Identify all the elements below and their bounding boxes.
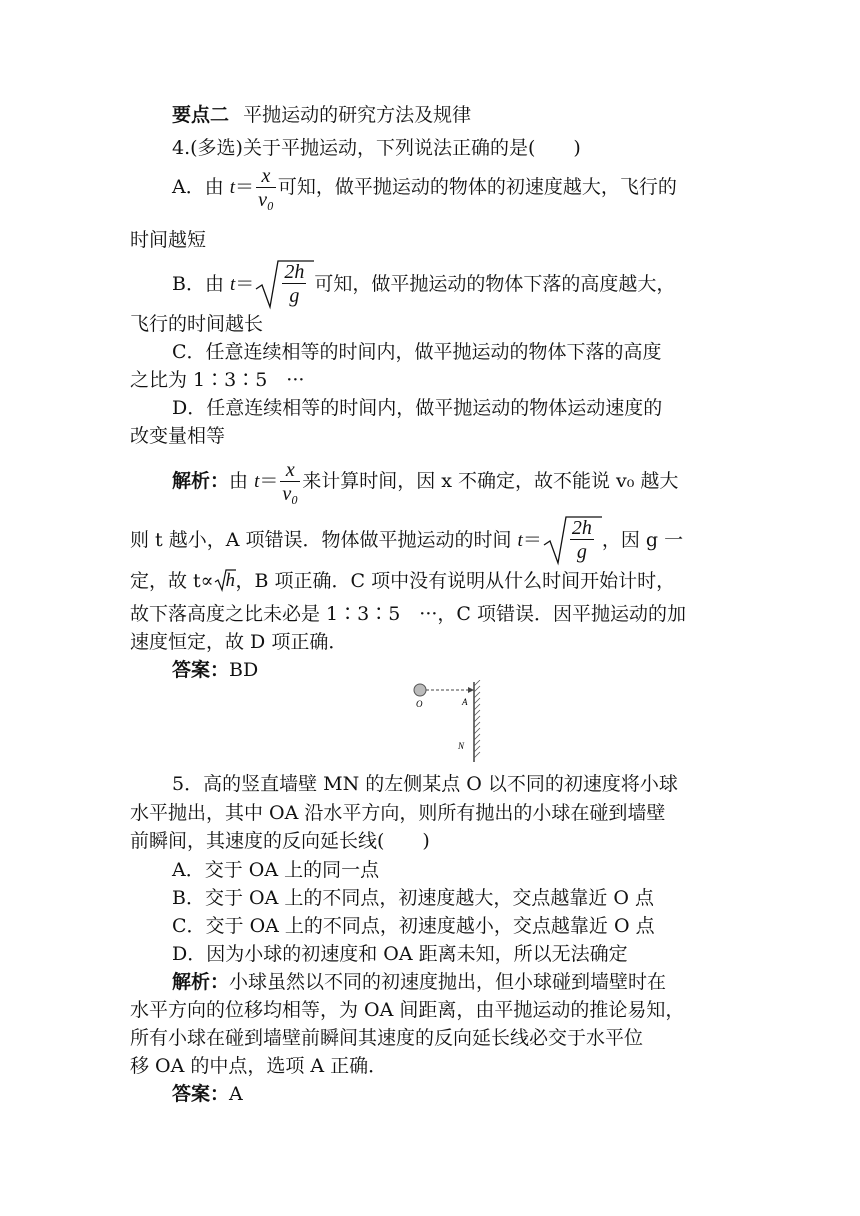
analysis-text: 则 t 越小，A 项错误．物体做平抛运动的时间 xyxy=(130,529,518,551)
analysis-text: 定，故 t∝ xyxy=(130,570,214,592)
option-b-equals: ＝ xyxy=(235,273,255,295)
fraction-denominator: v₀ xyxy=(282,482,299,505)
q4-analysis-line1 xyxy=(172,456,678,507)
section-heading xyxy=(172,102,471,128)
fraction-numerator: x xyxy=(261,164,271,187)
analysis-equals: ＝ xyxy=(522,529,542,551)
fraction-numerator: x xyxy=(285,458,295,481)
q4-stem: 4.(多选)关于平抛运动，下列说法正确的是( ) xyxy=(172,137,581,159)
q4-option-d-line2: 改变量相等 xyxy=(130,425,226,447)
fraction-x-over-v0 xyxy=(256,165,276,212)
analysis-prefix: 由 xyxy=(229,470,255,492)
section-title: 要点二 xyxy=(172,104,230,126)
fraction-denominator: g xyxy=(576,541,587,563)
option-a-prefix: A．由 xyxy=(172,176,230,198)
analysis-var-t: t xyxy=(254,471,260,492)
q4-option-a xyxy=(172,162,677,213)
q4-option-c-line2: 之比为 1∶3∶5 ··· xyxy=(130,369,305,391)
answer-value: BD xyxy=(229,659,259,681)
arrow-head-icon xyxy=(468,687,474,693)
q5-analysis-line3: 所有小球在碰到墙壁前瞬间其速度的反向延长线必交于水平位 xyxy=(130,1027,644,1049)
option-b-text: 可知，做平抛运动的物体下落的高度越大， xyxy=(314,273,676,295)
fraction-numerator: 2h xyxy=(571,517,592,539)
q5-option-b: B．交于 OA 上的不同点，初速度越大，交点越靠近 O 点 xyxy=(172,887,654,909)
sqrt-2h-over-g xyxy=(254,259,314,311)
answer-value: A xyxy=(229,1083,243,1105)
figure-label-a: A xyxy=(462,697,468,707)
analysis-text: ，因 g 一 xyxy=(601,529,684,551)
analysis-text: ，B 项正确．C 项中没有说明从什么时间开始计时， xyxy=(235,570,676,592)
q5-analysis-line4: 移 OA 的中点，选项 A 正确． xyxy=(130,1055,388,1077)
analysis-equals: ＝ xyxy=(259,470,279,492)
figure-label-o: O xyxy=(416,699,423,709)
analysis-text: 来计算时间，因 x 不确定，故不能说 v₀ 越大 xyxy=(302,470,679,492)
fraction-denominator: v₀ xyxy=(258,188,274,211)
option-b-var-t: t xyxy=(230,274,236,295)
q5-stem-line2: 水平抛出，其中 OA 沿水平方向，则所有抛出的小球在碰到墙壁 xyxy=(130,802,666,824)
sqrt-radicand: h xyxy=(225,570,236,591)
answer-label: 答案： xyxy=(172,1083,230,1105)
sqrt-2h-over-g xyxy=(542,515,602,567)
q4-analysis-line3 xyxy=(130,568,675,594)
option-b-prefix: B．由 xyxy=(172,273,231,295)
fraction-x-over-v0 xyxy=(280,459,300,506)
q4-analysis-line2 xyxy=(130,512,683,569)
q5-option-d: D．因为小球的初速度和 OA 距离未知，所以无法确定 xyxy=(172,943,628,965)
q4-analysis-line5: 速度恒定，故 D 项正确． xyxy=(130,631,348,653)
wall-hatching xyxy=(474,680,480,758)
q4-option-d-line1: D．任意连续相等的时间内，做平抛运动的物体运动速度的 xyxy=(172,397,663,419)
analysis-label: 解析： xyxy=(172,971,230,993)
option-a-text: 可知，做平抛运动的物体的初速度越大，飞行的 xyxy=(277,176,677,198)
q5-analysis-line2: 水平方向的位移均相等，为 OA 间距离，由平抛运动的推论易知， xyxy=(130,999,685,1021)
q5-stem-line3: 前瞬间，其速度的反向延长线( ) xyxy=(130,830,430,852)
figure-label-n: N xyxy=(458,741,465,751)
q5-stem-line1: 5．高的竖直墙壁 MN 的左侧某点 O 以不同的初速度将小球 xyxy=(172,773,678,795)
q5-option-a: A．交于 OA 上的同一点 xyxy=(172,859,380,881)
q4-analysis-line4: 故下落高度之比未必是 1∶3∶5 ···，C 项错误．因平抛运动的加 xyxy=(130,603,687,625)
ball-icon xyxy=(414,684,426,696)
wall-figure xyxy=(408,680,488,764)
q5-analysis-line1 xyxy=(172,969,666,995)
analysis-label: 解析： xyxy=(172,470,230,492)
option-a-var-t: t xyxy=(229,177,236,198)
sqrt-h xyxy=(214,568,236,592)
q4-option-c-line1: C．任意连续相等的时间内，做平抛运动的物体下落的高度 xyxy=(172,341,662,363)
q4-option-b-line2: 飞行的时间越长 xyxy=(130,313,264,335)
fraction-numerator: 2h xyxy=(284,261,305,283)
q4-answer xyxy=(172,657,258,683)
q4-option-a-line2: 时间越短 xyxy=(130,229,207,251)
q4-option-b xyxy=(172,256,675,313)
section-subtitle: 平抛运动的研究方法及规律 xyxy=(243,104,472,126)
answer-label: 答案： xyxy=(172,659,230,681)
analysis-var-t: t xyxy=(517,530,523,551)
fraction-denominator: g xyxy=(289,285,300,307)
option-a-equals: ＝ xyxy=(235,176,255,198)
q5-option-c: C．交于 OA 上的不同点，初速度越小，交点越靠近 O 点 xyxy=(172,915,655,937)
analysis-text: 小球虽然以不同的初速度抛出，但小球碰到墙壁时在 xyxy=(229,971,667,993)
fraction-2h-over-g xyxy=(282,261,306,308)
q5-answer xyxy=(172,1081,243,1107)
fraction-2h-over-g xyxy=(570,517,594,564)
